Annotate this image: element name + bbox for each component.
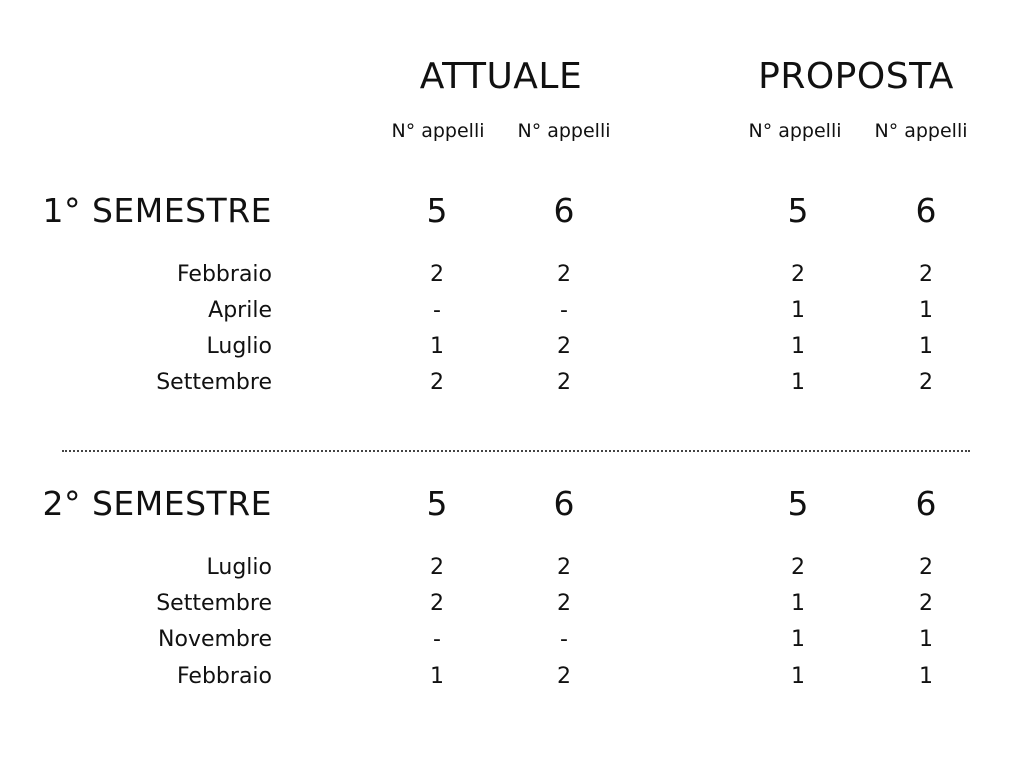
month-label: Febbraio [176, 664, 272, 689]
value-cell: 1 [919, 627, 933, 652]
value-cell: 2 [430, 262, 444, 287]
month-label: Novembre [158, 627, 272, 652]
value-cell: 2 [557, 370, 571, 395]
month-label: Settembre [156, 591, 272, 616]
value-cell: 2 [919, 591, 933, 616]
header-attuale: ATTUALE [419, 56, 583, 97]
value-cell: 2 [919, 262, 933, 287]
section-divider [62, 450, 970, 452]
value-cell: 2 [430, 591, 444, 616]
value-cell: - [433, 627, 441, 652]
semester-2-total: 6 [915, 484, 937, 523]
semester-1-label: 1° SEMESTRE [42, 191, 272, 230]
value-cell: 1 [919, 298, 933, 323]
value-cell: 1 [791, 334, 805, 359]
subheader-attuale-1: N° appelli [391, 120, 485, 142]
value-cell: 1 [919, 664, 933, 689]
value-cell: 2 [430, 370, 444, 395]
value-cell: 2 [557, 334, 571, 359]
value-cell: 1 [430, 334, 444, 359]
value-cell: 2 [557, 591, 571, 616]
subheader-attuale-2: N° appelli [517, 120, 611, 142]
value-cell: 2 [557, 664, 571, 689]
value-cell: 2 [919, 555, 933, 580]
month-label: Aprile [208, 298, 272, 323]
semester-2-total: 6 [553, 484, 575, 523]
semester-1-total: 6 [553, 191, 575, 230]
semester-1-total: 5 [787, 191, 809, 230]
month-label: Luglio [206, 334, 272, 359]
month-label: Febbraio [176, 262, 272, 287]
subheader-proposta-1: N° appelli [748, 120, 842, 142]
value-cell: 1 [791, 591, 805, 616]
semester-1-total: 5 [426, 191, 448, 230]
value-cell: 2 [430, 555, 444, 580]
value-cell: 2 [791, 555, 805, 580]
month-label: Luglio [206, 555, 272, 580]
semester-2-label: 2° SEMESTRE [42, 484, 272, 523]
value-cell: 2 [791, 262, 805, 287]
value-cell: 2 [557, 262, 571, 287]
semester-2-total: 5 [426, 484, 448, 523]
value-cell: 2 [557, 555, 571, 580]
header-proposta: PROPOSTA [758, 56, 954, 97]
semester-1-total: 6 [915, 191, 937, 230]
value-cell: 1 [430, 664, 444, 689]
subheader-proposta-2: N° appelli [874, 120, 968, 142]
value-cell: 1 [791, 627, 805, 652]
value-cell: 1 [791, 664, 805, 689]
value-cell: - [560, 627, 568, 652]
month-label: Settembre [156, 370, 272, 395]
semester-2-total: 5 [787, 484, 809, 523]
value-cell: - [433, 298, 441, 323]
value-cell: 2 [919, 370, 933, 395]
value-cell: - [560, 298, 568, 323]
value-cell: 1 [791, 370, 805, 395]
value-cell: 1 [919, 334, 933, 359]
value-cell: 1 [791, 298, 805, 323]
